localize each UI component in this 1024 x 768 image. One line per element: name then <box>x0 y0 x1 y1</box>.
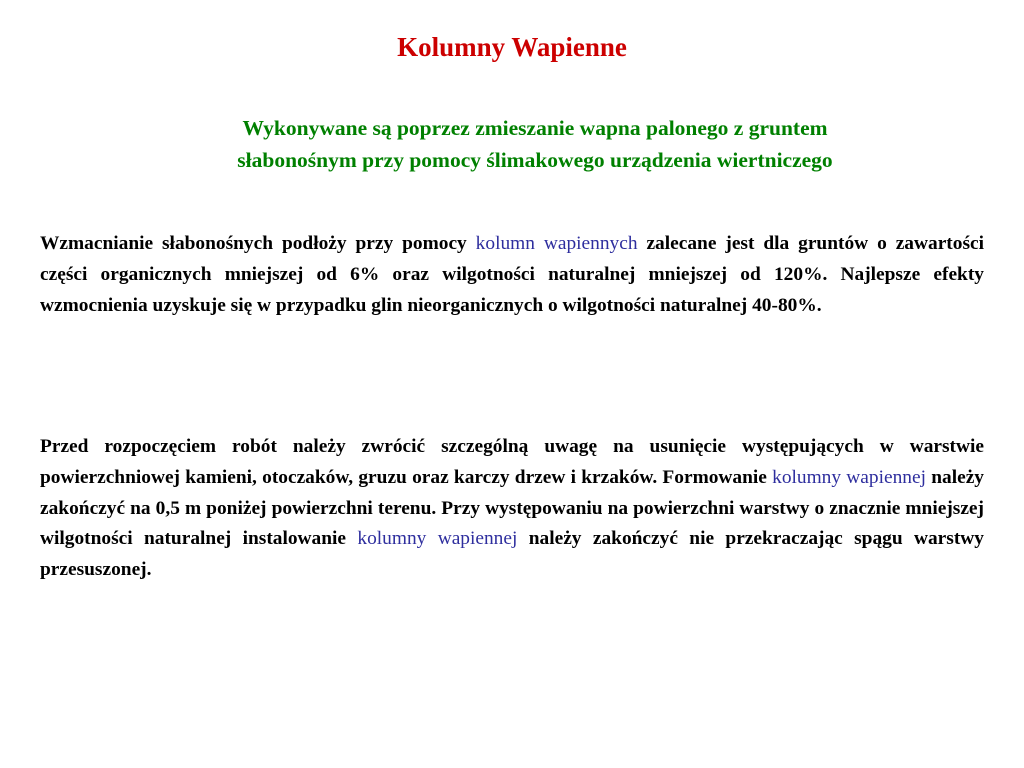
paragraph-2-highlight-1: kolumny wapiennej <box>772 466 926 488</box>
paragraph-2-text-a: Przed rozpoczęciem robót należy zwrócić szczególną uwagę na usunięcie występujących w warstwie powierzchniowej kamieni, otoczaków, gruzu oraz karczy drzew i krzaków. Formowanie <box>40 436 984 488</box>
paragraph-1-text-a: Wzmacnianie słabonośnych podłoży przy pomocy <box>40 233 476 254</box>
paragraph-1-highlight: kolumn wapiennych <box>475 233 638 254</box>
slide-subtitle <box>100 112 970 176</box>
paragraph-1 <box>40 229 984 321</box>
paragraph-2-highlight-2: kolumny wapiennej <box>357 528 518 550</box>
paragraph-2-text-c: należy zakończyć nie przekraczając spągu warstwy przesuszonej. <box>40 528 984 581</box>
slide-title: Kolumny Wapienne <box>397 32 627 62</box>
paragraph-2-text-b: należy zakończyć na 0,5 m poniżej powierzchni terenu. Przy występowaniu na powierzchni warstwy o znacznie mniejszej wilgotności naturalnej instalowanie <box>40 466 985 550</box>
subtitle-line-2: słabonośnym przy pomocy ślimakowego urządzenia wiertniczego <box>237 148 833 172</box>
subtitle-line-1: Wykonywane są poprzez zmieszanie wapna palonego z gruntem <box>242 116 828 140</box>
paragraph-1-text-b: zalecane jest dla gruntów o zawartości części organicznych mniejszej od 6% oraz wilgotności naturalnej mniejszej od 120%. Najlepsze efekty wzmocnienia uzyskuje się w przypadku glin nieorganicznych o wilgotności naturalnej 40-80%. <box>40 233 984 316</box>
paragraph-2 <box>40 432 984 586</box>
